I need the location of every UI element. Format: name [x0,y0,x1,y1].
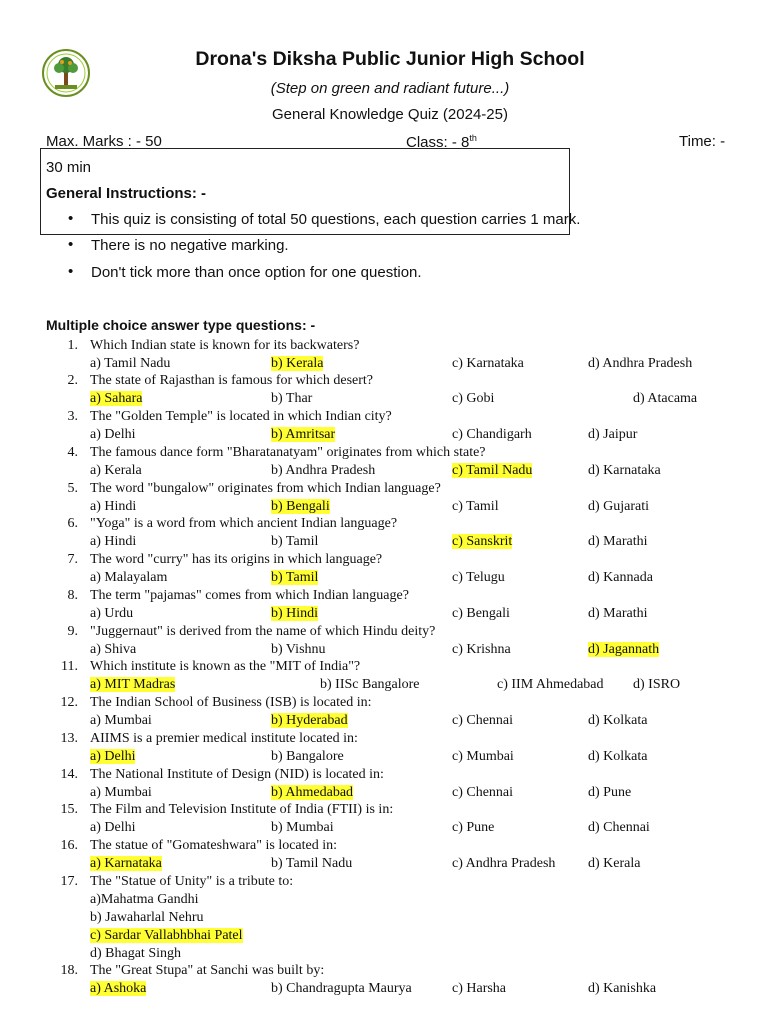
answer-option[interactable]: d) Marathi [588,606,648,621]
answer-option[interactable]: d) Atacama [633,391,698,406]
answer-option[interactable]: b) Thar [271,391,313,406]
answer-option[interactable]: d) Kolkata [588,713,648,728]
answer-option[interactable]: a) Delhi [90,749,136,764]
answer-option[interactable]: c) Karnataka [452,356,524,371]
answer-option[interactable]: a) Mumbai [90,713,152,728]
question-text: The "Statue of Unity" is a tribute to: [90,874,294,889]
answer-option[interactable]: a)Mahatma Gandhi [90,892,199,907]
answer-option[interactable]: b) Tamil [271,534,319,549]
answer-option[interactable]: a) Ashoka [90,981,147,996]
question-number: 15. [60,802,78,817]
answer-option[interactable]: a) Hindi [90,534,137,549]
answer-option[interactable]: b) Tamil Nadu [271,856,353,871]
answer-option[interactable]: a) MIT Madras [90,677,176,692]
instruction-item: Don't tick more than once option for one question. [91,264,422,281]
question-text: The term "pajamas" comes from which Indian language? [90,588,409,603]
question-text: "Yoga" is a word from which ancient Indian language? [90,516,398,531]
question-text: Which Indian state is known for its backwaters? [90,338,360,353]
answer-option[interactable]: d) Kolkata [588,749,648,764]
answer-option[interactable]: a) Karnataka [90,856,162,871]
answer-option[interactable]: b) Tamil [271,570,319,585]
answer-option[interactable]: a) Delhi [90,820,136,835]
bullet-icon: • [68,263,74,280]
answer-option[interactable]: b) Andhra Pradesh [271,463,376,478]
question-text: The Film and Television Institute of India (FTII) is in: [90,802,394,817]
bullet-icon: • [68,236,74,253]
question-text: The state of Rajasthan is famous for which desert? [90,373,374,388]
answer-option[interactable]: d) Andhra Pradesh [588,356,693,371]
question-number: 14. [60,767,78,782]
answer-option[interactable]: d) Pune [588,785,632,800]
answer-option[interactable]: b) IISc Bangalore [320,677,420,692]
answer-option[interactable]: d) Bhagat Singh [90,946,181,961]
question-number: 18. [60,963,78,978]
class-superscript: th [469,133,477,143]
answer-option[interactable]: c) Sardar Vallabhbhai Patel [90,928,243,943]
instruction-item: There is no negative marking. [91,237,289,254]
question-number: 8. [67,588,78,603]
answer-option[interactable]: c) Krishna [452,642,511,657]
answer-option[interactable]: c) Andhra Pradesh [452,856,556,871]
answer-option[interactable]: a) Tamil Nadu [90,356,171,371]
answer-option[interactable]: b) Bengali [271,499,330,514]
question-number: 5. [67,481,78,496]
answer-option[interactable]: c) Chennai [452,713,514,728]
answer-option[interactable]: c) Harsha [452,981,507,996]
answer-option[interactable]: a) Hindi [90,499,137,514]
question-number: 2. [67,373,78,388]
quiz-title: General Knowledge Quiz (2024-25) [272,106,508,123]
answer-option[interactable]: a) Shiva [90,642,137,657]
answer-option[interactable]: b) Chandragupta Maurya [271,981,412,996]
answer-option[interactable]: d) Kerala [588,856,641,871]
answer-option[interactable]: c) Chennai [452,785,514,800]
question-text: Which institute is known as the "MIT of India"? [90,659,361,674]
question-number: 11. [61,659,78,674]
question-number: 3. [67,409,78,424]
answer-option[interactable]: d) Karnataka [588,463,661,478]
answer-option[interactable]: a) Malayalam [90,570,168,585]
question-text: AIIMS is a premier medical institute located in: [90,731,358,746]
question-number: 12. [60,695,78,710]
answer-option[interactable]: a) Kerala [90,463,142,478]
answer-option[interactable]: d) Jaipur [588,427,638,442]
question-text: The Indian School of Business (ISB) is located in: [90,695,372,710]
answer-option[interactable]: b) Jawaharlal Nehru [90,910,204,925]
class-text: Class: - 8 [406,134,470,151]
question-number: 4. [67,445,78,460]
answer-option[interactable]: d) ISRO [633,677,681,692]
answer-option[interactable]: c) IIM Ahmedabad [497,677,604,692]
answer-option[interactable]: a) Urdu [90,606,134,621]
answer-option[interactable]: a) Mumbai [90,785,152,800]
question-number: 6. [67,516,78,531]
school-name: Drona's Diksha Public Junior High School [195,48,585,70]
answer-option[interactable]: b) Hindi [271,606,319,621]
answer-option[interactable]: c) Pune [452,820,495,835]
question-text: "Juggernaut" is derived from the name of which Hindu deity? [90,624,436,639]
question-number: 1. [67,338,78,353]
answer-option[interactable]: a) Sahara [90,391,143,406]
question-text: The "Golden Temple" is located in which Indian city? [90,409,392,424]
answer-option[interactable]: b) Vishnu [271,642,326,657]
question-text: The word "bungalow" originates from which Indian language? [90,481,441,496]
question-number: 7. [67,552,78,567]
instruction-item: This quiz is consisting of total 50 questions, each question carries 1 mark. [91,211,581,228]
answer-option[interactable]: d) Kanishka [588,981,657,996]
question-text: The "Great Stupa" at Sanchi was built by: [90,963,325,978]
answer-option[interactable]: b) Ahmedabad [271,785,354,800]
answer-option[interactable]: c) Sanskrit [452,534,513,549]
answer-option[interactable]: d) Jagannath [588,642,660,657]
answer-option[interactable]: c) Tamil Nadu [452,463,533,478]
answer-option[interactable]: c) Telugu [452,570,505,585]
time-value: 30 min [46,159,92,176]
bullet-icon: • [68,210,74,227]
question-text: The famous dance form "Bharatanatyam" originates from which state? [90,445,486,460]
question-number: 13. [60,731,78,746]
max-marks: Max. Marks : - 50 [46,133,162,150]
time-label: Time: - [679,133,726,150]
question-number: 9. [67,624,78,639]
answer-option[interactable]: b) Hyderabad [271,713,348,728]
school-tagline: (Step on green and radiant future...) [270,80,510,97]
question-text: The National Institute of Design (NID) is located in: [90,767,384,782]
answer-option[interactable]: c) Mumbai [452,749,514,764]
answer-option[interactable]: c) Chandigarh [452,427,532,442]
question-number: 16. [60,838,78,853]
answer-option[interactable]: d) Gujarati [588,499,650,514]
instructions-heading: General Instructions: - [46,185,207,202]
question-number: 17. [60,874,78,889]
answer-option[interactable]: d) Kannada [588,570,653,585]
answer-option[interactable]: d) Marathi [588,534,648,549]
question-text: The word "curry" has its origins in which language? [90,552,383,567]
answer-option[interactable]: b) Bangalore [271,749,344,764]
answer-option[interactable]: d) Chennai [588,820,650,835]
answer-option[interactable]: b) Amritsar [271,427,336,442]
answer-option[interactable]: c) Tamil [452,499,499,514]
section-heading: Multiple choice answer type questions: - [46,317,316,333]
answer-option[interactable]: c) Bengali [452,606,510,621]
answer-option[interactable]: b) Mumbai [271,820,334,835]
answer-option[interactable]: c) Gobi [452,391,495,406]
answer-option[interactable]: a) Delhi [90,427,136,442]
question-text: The statue of "Gomateshwara" is located in: [90,838,338,853]
answer-option[interactable]: b) Kerala [271,356,324,371]
